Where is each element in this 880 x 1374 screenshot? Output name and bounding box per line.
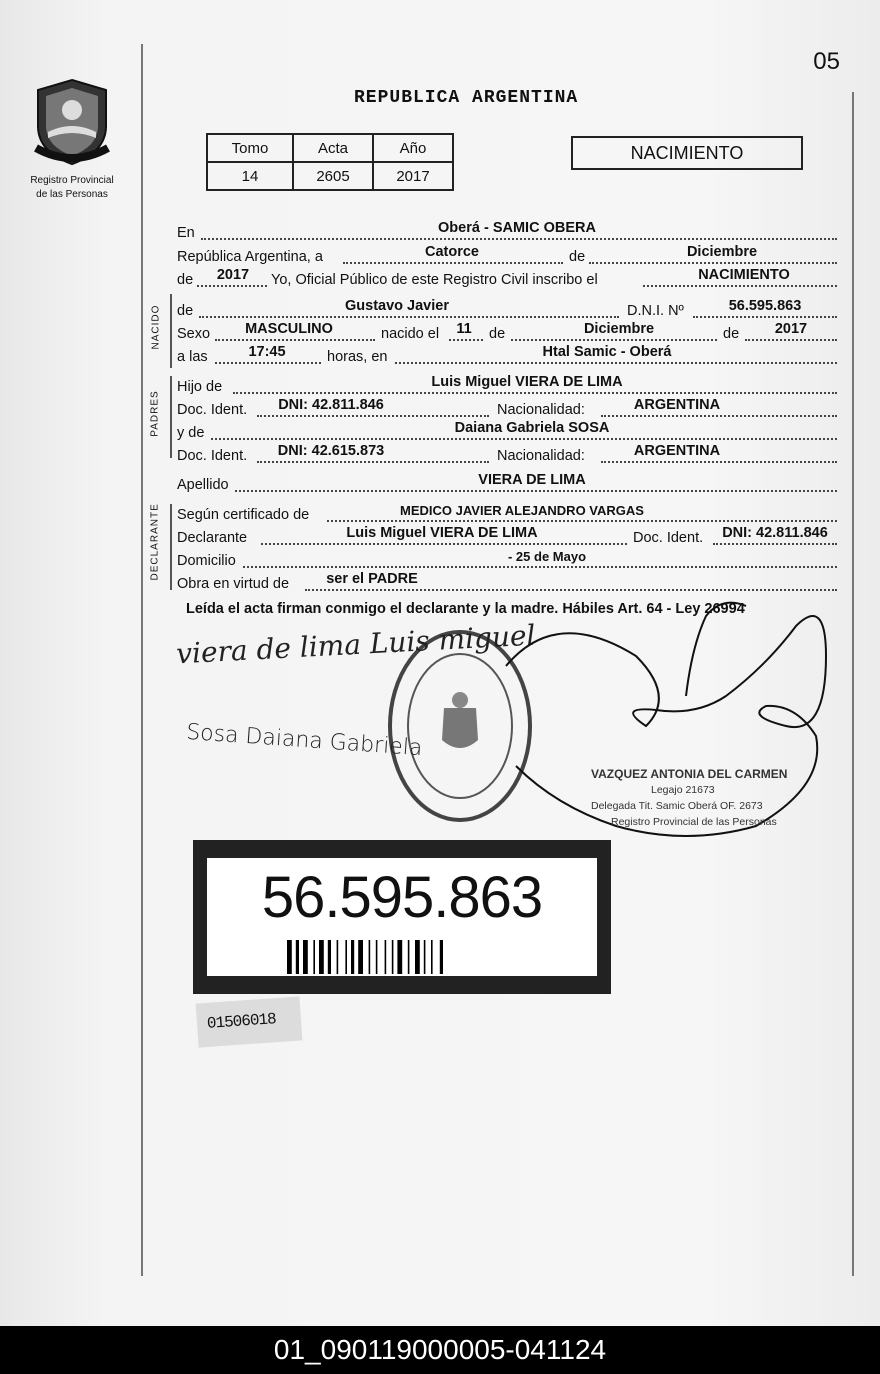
label-horas-en: horas, en <box>327 349 388 365</box>
dotted-line <box>713 543 837 545</box>
label-de: de <box>569 249 586 265</box>
label-y-de: y de <box>177 425 205 441</box>
record-header-acta: Acta <box>293 134 373 162</box>
official-role: Delegada Tit. Samic Oberá OF. 2673 <box>591 800 763 812</box>
record-value-anio: 2017 <box>373 162 453 190</box>
value-day-words: Catorce <box>425 244 479 260</box>
row-sex <box>177 323 837 345</box>
dotted-line <box>343 262 563 264</box>
label-doc-ident: Doc. Ident. <box>177 448 248 464</box>
barcode-bar <box>392 940 394 974</box>
value-father-name: Luis Miguel VIERA DE LIMA <box>431 374 623 390</box>
label-a-las: a las <box>177 349 208 365</box>
barcode-bar <box>328 940 331 974</box>
dotted-line <box>257 461 489 463</box>
dotted-line <box>199 316 619 318</box>
label-obra: Obra en virtud de <box>177 576 290 592</box>
page-number: 05 <box>813 48 840 75</box>
value-birth-place: Htal Samic - Oberá <box>542 344 672 360</box>
label-nacido-el: nacido el <box>381 326 440 342</box>
dotted-line <box>601 415 837 417</box>
label-doc-ident: Doc. Ident. <box>633 530 704 546</box>
dotted-line <box>511 339 717 341</box>
dotted-line <box>643 285 837 287</box>
value-child-name: Gustavo Javier <box>345 298 449 314</box>
label-hijo-de: Hijo de <box>177 379 223 395</box>
section-label-declarante: DECLARANTE <box>149 503 161 581</box>
value-year: 2017 <box>216 267 250 283</box>
value-sex: MASCULINO <box>245 321 333 337</box>
value-father-dni: DNI: 42.811.846 <box>278 397 384 413</box>
section-divider <box>170 504 172 590</box>
barcode-bar <box>303 940 308 974</box>
row-child-name <box>177 300 837 322</box>
label-sexo: Sexo <box>177 326 211 342</box>
barcode-number: 56.595.863 <box>261 865 543 930</box>
barcode-bar <box>351 940 354 974</box>
barcode-bar <box>319 940 324 974</box>
section-label-padres: PADRES <box>149 390 161 437</box>
label-doc-ident: Doc. Ident. <box>177 402 248 418</box>
value-birth-day: 11 <box>456 321 472 337</box>
record-value-acta: 2605 <box>293 162 373 190</box>
official-legajo: Legajo 21673 <box>651 784 715 796</box>
dotted-line <box>243 566 837 568</box>
label-declarante: Declarante <box>177 530 248 546</box>
value-month: Diciembre <box>686 244 758 260</box>
dotted-line <box>211 438 837 440</box>
value-birth-month: Diciembre <box>583 321 655 337</box>
province-seal-icon <box>32 76 112 168</box>
label-de: de <box>177 272 194 288</box>
record-header-tomo: Tomo <box>207 134 293 162</box>
dotted-line <box>327 520 837 522</box>
row-year <box>177 269 837 291</box>
barcode-bar <box>296 940 299 974</box>
barcode-bar <box>369 940 371 974</box>
barcode-bar <box>287 940 292 974</box>
value-mother-dni: DNI: 42.615.873 <box>277 443 385 459</box>
row-mother-doc <box>177 445 837 467</box>
dotted-line <box>601 461 837 463</box>
control-sticker <box>196 996 303 1047</box>
row-address <box>177 550 837 572</box>
barcode-sticker <box>193 840 611 994</box>
row-father-doc <box>177 399 837 421</box>
barcode-bar <box>385 940 387 974</box>
value-place: Oberá - SAMIC OBERA <box>438 220 596 236</box>
barcode-bar <box>337 940 339 974</box>
dotted-line <box>215 339 375 341</box>
barcode-bar <box>397 940 402 974</box>
dotted-line <box>257 415 489 417</box>
closing-statement: Leída el acta firman conmigo el declarante y la madre. Hábiles Art. 64 - Ley 26994 <box>186 601 745 617</box>
row-date <box>177 246 837 268</box>
barcode-bar <box>408 940 410 974</box>
value-by-virtue: ser el PADRE <box>326 571 418 587</box>
value-declarant-dni: DNI: 42.811.846 <box>722 525 828 541</box>
registry-name-line2: de las Personas <box>36 189 108 200</box>
label-nacionalidad: Nacionalidad: <box>497 402 585 418</box>
row-father <box>177 376 837 398</box>
value-surname: VIERA DE LIMA <box>478 472 586 488</box>
row-declarant <box>177 527 837 549</box>
label-republica: República Argentina, a <box>177 249 323 265</box>
row-birth-time <box>177 346 837 368</box>
label-nacionalidad: Nacionalidad: <box>497 448 585 464</box>
record-value-tomo: 14 <box>207 162 293 190</box>
label-de: de <box>489 326 506 342</box>
record-kind-box: NACIMIENTO <box>571 136 803 170</box>
row-certificate <box>177 504 837 526</box>
barcode-bars <box>287 940 527 974</box>
record-header-anio: Año <box>373 134 453 162</box>
sticker-number: 01506018 <box>206 1010 277 1033</box>
dotted-line <box>395 362 837 364</box>
dotted-line <box>745 339 837 341</box>
barcode-bar <box>376 940 378 974</box>
label-en: En <box>177 225 195 241</box>
label-inscribo: Yo, Oficial Público de este Registro Civil inscribo el <box>271 272 598 288</box>
value-mother-nationality: ARGENTINA <box>633 443 721 459</box>
left-margin-line <box>141 44 143 1276</box>
barcode-bar <box>358 940 363 974</box>
label-domicilio: Domicilio <box>177 553 236 569</box>
value-address: - 25 de Mayo <box>507 549 587 564</box>
barcode-bar <box>431 940 433 974</box>
barcode-bar <box>424 940 426 974</box>
dotted-line <box>233 392 837 394</box>
value-child-dni: 56.595.863 <box>728 298 802 314</box>
label-apellido: Apellido <box>177 477 229 493</box>
barcode-bar <box>345 940 347 974</box>
father-signature: viera de lima Luis miguel <box>175 618 537 671</box>
value-declarant: Luis Miguel VIERA DE LIMA <box>346 525 538 541</box>
registry-name-line1: Registro Provincial <box>30 175 114 186</box>
dotted-line <box>449 339 483 341</box>
section-divider <box>170 376 172 458</box>
record-table <box>206 133 454 191</box>
right-margin-line <box>852 92 854 1276</box>
value-father-nationality: ARGENTINA <box>633 397 721 413</box>
barcode-bar <box>415 940 420 974</box>
label-de: de <box>177 303 194 319</box>
official-registry: Registro Provincial de las Personas <box>611 816 777 828</box>
page-title: REPUBLICA ARGENTINA <box>354 88 579 108</box>
dotted-line <box>589 262 837 264</box>
value-certificate-by: MEDICO JAVIER ALEJANDRO VARGAS <box>400 503 644 518</box>
barcode-panel <box>207 858 597 976</box>
value-birth-time: 17:45 <box>248 344 286 360</box>
value-mother-name: Daiana Gabriela SOSA <box>454 420 610 436</box>
section-label-nacido: NACIDO <box>150 304 162 350</box>
row-surname <box>177 474 837 496</box>
label-dni-no: D.N.I. Nº <box>627 303 684 319</box>
section-divider <box>170 294 172 368</box>
registry-logo <box>24 76 120 201</box>
footer-id: 01_090119000005-041124 <box>0 1326 880 1374</box>
barcode-bar <box>440 940 443 974</box>
row-place <box>177 222 837 244</box>
value-birth-year: 2017 <box>774 321 808 337</box>
dotted-line <box>215 362 321 364</box>
dotted-line <box>693 316 837 318</box>
value-act-type: NACIMIENTO <box>698 267 790 283</box>
dotted-line <box>261 543 627 545</box>
row-mother <box>177 422 837 444</box>
official-block <box>591 766 787 830</box>
mother-signature: Sosa Daiana Gabriela <box>185 719 424 762</box>
barcode-bar <box>313 940 315 974</box>
dotted-line <box>235 490 837 492</box>
label-segun-cert: Según certificado de <box>177 507 310 523</box>
official-name: VAZQUEZ ANTONIA DEL CARMEN <box>591 767 788 781</box>
dotted-line <box>201 238 837 240</box>
dotted-line <box>197 285 267 287</box>
label-de: de <box>723 326 740 342</box>
